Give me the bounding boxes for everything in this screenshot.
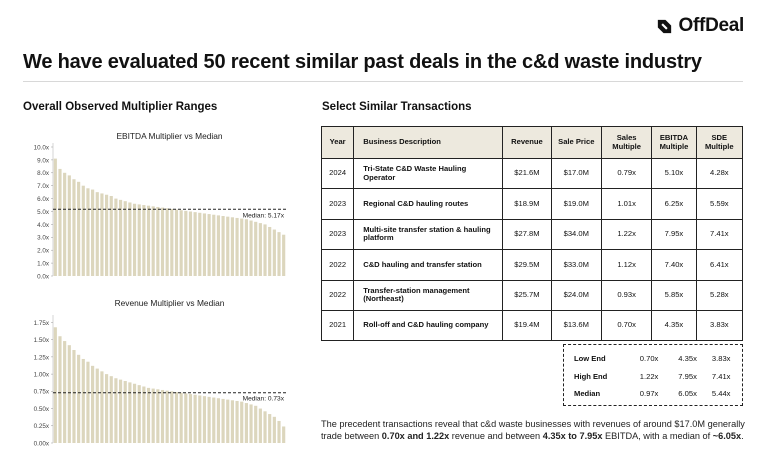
- bar: [277, 421, 280, 443]
- bar: [63, 341, 66, 443]
- bar: [96, 369, 99, 443]
- table-row: [322, 189, 743, 219]
- cell-year: 2022: [322, 250, 354, 280]
- bar: [58, 169, 61, 276]
- cell-sales-multiple: 1.22x: [601, 219, 651, 249]
- bar: [86, 362, 89, 443]
- summary-sde: 5.44x: [711, 389, 731, 399]
- cell-sale-price: $24.0M: [551, 280, 601, 310]
- y-tick-label: 10.0x: [33, 144, 49, 152]
- summary-sales: 0.70x: [639, 354, 659, 364]
- table-row: [322, 159, 743, 189]
- summary-label: Median: [574, 389, 601, 399]
- summary-row-high: [570, 368, 736, 386]
- y-tick-label: 1.75x: [33, 319, 49, 327]
- table-row: [322, 250, 743, 280]
- cell-ebitda-multiple: 5.85x: [652, 280, 696, 310]
- bar: [86, 188, 89, 276]
- bar: [217, 215, 220, 276]
- bar: [226, 400, 229, 443]
- bar: [240, 219, 243, 276]
- bar: [72, 350, 75, 443]
- bar: [58, 336, 61, 443]
- cell-revenue: $29.5M: [503, 250, 551, 280]
- summary-ebitda: 6.05x: [678, 389, 697, 399]
- cell-ebitda-multiple: 7.95x: [652, 219, 696, 249]
- median-label: Median: 5.17x: [242, 212, 284, 220]
- cell-sde-multiple: 7.41x: [696, 219, 742, 249]
- cell-sales-multiple: 1.12x: [601, 250, 651, 280]
- bar: [156, 207, 159, 276]
- bar: [147, 206, 150, 276]
- bar: [222, 216, 225, 276]
- bar: [100, 371, 103, 443]
- bar: [208, 397, 211, 443]
- brand-name: OffDeal: [678, 15, 744, 36]
- bar: [226, 217, 229, 276]
- bar: [110, 196, 113, 276]
- cell-year: 2023: [322, 189, 354, 219]
- cell-description: Multi-site transfer station & hauling platform: [354, 219, 503, 249]
- bar: [128, 382, 131, 443]
- y-tick-label: 3.0x: [37, 234, 49, 242]
- bar: [124, 201, 127, 276]
- bar: [175, 210, 178, 276]
- bar: [124, 381, 127, 443]
- col-header-revenue: Revenue: [503, 127, 551, 159]
- bar: [91, 366, 94, 443]
- table-row: [322, 219, 743, 249]
- y-tick-label: 6.0x: [37, 196, 49, 203]
- summary-label: Low End: [574, 354, 606, 364]
- bar: [189, 394, 192, 443]
- bar: [63, 173, 66, 276]
- table-header-row: [322, 127, 743, 159]
- bar: [68, 175, 71, 276]
- bar: [212, 398, 215, 443]
- bar: [268, 414, 271, 443]
- y-tick-label: 1.00x: [33, 371, 49, 379]
- bar: [72, 179, 75, 276]
- cell-sale-price: $13.6M: [551, 310, 601, 340]
- footnote-text-2: revenue and between: [449, 431, 543, 442]
- bar: [222, 399, 225, 443]
- cell-sale-price: $34.0M: [551, 219, 601, 249]
- median-label: Median: 0.73x: [242, 395, 284, 403]
- col-header-sales-multiple: Sales Multiple: [601, 127, 651, 159]
- bar: [254, 406, 257, 443]
- bar: [152, 389, 155, 443]
- bar: [277, 232, 280, 276]
- col-header-sde-multiple: SDE Multiple: [696, 127, 742, 159]
- left-section-title: Overall Observed Multiplier Ranges: [23, 101, 218, 113]
- cell-description: Transfer-station management (Northeast): [354, 280, 503, 310]
- footnote-ebitda-range: 4.35x to 7.95x: [542, 431, 603, 442]
- bar: [142, 205, 145, 276]
- cell-sde-multiple: 5.28x: [696, 280, 742, 310]
- bar: [105, 374, 108, 443]
- cell-year: 2021: [322, 310, 354, 340]
- bar: [54, 327, 57, 443]
- cell-revenue: $21.6M: [503, 159, 551, 189]
- bar: [259, 223, 262, 276]
- summary-row-low: [570, 350, 736, 368]
- bar: [114, 199, 117, 276]
- bar: [170, 391, 173, 443]
- bar: [263, 411, 266, 443]
- cell-sale-price: $33.0M: [551, 250, 601, 280]
- cell-description: Tri-State C&D Waste Hauling Operator: [354, 159, 503, 189]
- bar: [231, 400, 234, 443]
- header-divider: [23, 81, 743, 82]
- bar: [77, 355, 80, 443]
- transactions-table: [321, 126, 743, 341]
- cell-ebitda-multiple: 5.10x: [652, 159, 696, 189]
- col-header-year: Year: [322, 127, 354, 159]
- bar: [189, 212, 192, 277]
- bar: [138, 204, 141, 276]
- bar: [152, 206, 155, 276]
- bar: [175, 392, 178, 443]
- bar: [161, 390, 164, 443]
- chart-title: Revenue Multiplier vs Median: [114, 298, 225, 308]
- page-title: We have evaluated 50 recent similar past deals in the c&d waste industry: [23, 51, 702, 73]
- cell-ebitda-multiple: 7.40x: [652, 250, 696, 280]
- cell-revenue: $19.4M: [503, 310, 551, 340]
- y-tick-label: 0.00x: [33, 440, 49, 448]
- bar: [282, 235, 285, 276]
- bar: [105, 195, 108, 276]
- bar: [245, 219, 248, 276]
- summary-sde: 7.41x: [711, 371, 731, 381]
- bar: [138, 385, 141, 443]
- bar: [91, 190, 94, 276]
- bar: [96, 192, 99, 276]
- summary-sales: 0.97x: [639, 389, 659, 399]
- bar: [184, 211, 187, 276]
- bar: [235, 401, 238, 443]
- bar: [198, 213, 201, 276]
- bar: [142, 387, 145, 443]
- bar: [110, 376, 113, 443]
- summary-ebitda: 7.95x: [678, 371, 697, 381]
- bar: [128, 202, 131, 276]
- bar: [180, 210, 183, 276]
- summary-sde: 3.83x: [711, 354, 731, 364]
- cell-year: 2022: [322, 280, 354, 310]
- y-tick-label: 1.50x: [33, 337, 49, 345]
- y-tick-label: 1.0x: [37, 260, 49, 268]
- bar: [208, 214, 211, 276]
- summary-footnote: [321, 418, 761, 442]
- chart-title: EBITDA Multiplier vs Median: [116, 131, 223, 141]
- revenue-multiplier-chart: [0, 290, 305, 452]
- cell-year: 2023: [322, 219, 354, 249]
- bar: [254, 222, 257, 276]
- bar: [133, 204, 136, 276]
- bar: [119, 380, 122, 443]
- footnote-revenue-range: 0.70x and 1.22x: [381, 431, 450, 442]
- bar: [245, 403, 248, 443]
- cell-sde-multiple: 3.83x: [696, 310, 742, 340]
- bar: [194, 395, 197, 443]
- bar: [273, 417, 276, 443]
- bar: [249, 221, 252, 276]
- y-tick-label: 0.75x: [33, 388, 49, 396]
- bar: [259, 409, 262, 443]
- bar: [273, 230, 276, 276]
- summary-row-median: [570, 385, 736, 403]
- y-tick-label: 1.25x: [33, 354, 49, 362]
- bar: [77, 182, 80, 276]
- summary-sales: 1.22x: [639, 371, 659, 381]
- y-tick-label: 7.0x: [37, 183, 49, 191]
- col-header-sale-price: Sale Price: [551, 127, 601, 159]
- bar: [282, 426, 285, 443]
- bar: [54, 159, 57, 276]
- bar: [203, 396, 206, 443]
- cell-sales-multiple: 0.79x: [601, 159, 651, 189]
- brand-logo: [655, 15, 744, 37]
- bar: [203, 213, 206, 276]
- cell-revenue: $18.9M: [503, 189, 551, 219]
- bar: [156, 389, 159, 443]
- y-tick-label: 0.50x: [33, 405, 49, 413]
- summary-label: High End: [574, 371, 608, 381]
- bar: [100, 193, 103, 276]
- revenue-chart-svg: [0, 290, 305, 452]
- col-header-ebitda-multiple: EBITDA Multiple: [652, 127, 696, 159]
- bar: [119, 200, 122, 276]
- cell-description: Roll-off and C&D hauling company: [354, 310, 503, 340]
- bar: [268, 227, 271, 276]
- footnote-text-1: The precedent transactions reveal that c&d waste businesses with revenues of around $17.0M generally trade between: [321, 419, 745, 442]
- cell-sale-price: $17.0M: [551, 159, 601, 189]
- bar: [68, 345, 71, 443]
- y-tick-label: 2.0x: [37, 247, 49, 255]
- offdeal-logo-icon: [655, 17, 674, 36]
- cell-description: C&D hauling and transfer station: [354, 250, 503, 280]
- bar: [82, 359, 85, 443]
- bar: [82, 186, 85, 276]
- bar: [217, 398, 220, 443]
- cell-ebitda-multiple: 6.25x: [652, 189, 696, 219]
- bar: [147, 388, 150, 443]
- bar: [249, 404, 252, 443]
- cell-revenue: $25.7M: [503, 280, 551, 310]
- y-tick-label: 9.0x: [37, 157, 49, 165]
- summary-box: [563, 344, 743, 406]
- cell-sde-multiple: 4.28x: [696, 159, 742, 189]
- y-tick-label: 4.0x: [37, 221, 49, 229]
- table-row: [322, 280, 743, 310]
- bar: [161, 208, 164, 276]
- cell-revenue: $27.8M: [503, 219, 551, 249]
- bar: [231, 217, 234, 276]
- ebitda-multiplier-chart: [0, 125, 305, 285]
- table-row: [322, 310, 743, 340]
- cell-sale-price: $19.0M: [551, 189, 601, 219]
- cell-sales-multiple: 0.93x: [601, 280, 651, 310]
- y-tick-label: 0.0x: [37, 273, 49, 281]
- y-tick-label: 5.0x: [37, 208, 49, 216]
- bar: [194, 212, 197, 276]
- cell-sales-multiple: 1.01x: [601, 189, 651, 219]
- bar: [166, 208, 169, 276]
- y-tick-label: 0.25x: [33, 423, 49, 431]
- y-tick-label: 8.0x: [37, 170, 49, 178]
- footnote-text-3: EBITDA, with a median of: [602, 431, 713, 442]
- cell-sales-multiple: 0.70x: [601, 310, 651, 340]
- bar: [212, 215, 215, 276]
- bar: [184, 393, 187, 443]
- table-body: [322, 159, 743, 341]
- bar: [114, 378, 117, 443]
- cell-year: 2024: [322, 159, 354, 189]
- footnote-text-4: .: [741, 431, 744, 442]
- right-section-title: Select Similar Transactions: [322, 101, 472, 113]
- summary-ebitda: 4.35x: [678, 354, 697, 364]
- footnote-median: ~6.05x: [712, 431, 742, 442]
- bar: [180, 393, 183, 443]
- bar: [166, 391, 169, 443]
- bar: [170, 209, 173, 276]
- cell-description: Regional C&D hauling routes: [354, 189, 503, 219]
- cell-sde-multiple: 6.41x: [696, 250, 742, 280]
- ebitda-chart-svg: [0, 125, 305, 285]
- bar: [198, 395, 201, 443]
- bar: [263, 224, 266, 276]
- bar: [240, 402, 243, 443]
- cell-sde-multiple: 5.59x: [696, 189, 742, 219]
- cell-ebitda-multiple: 4.35x: [652, 310, 696, 340]
- col-header-description: Business Description: [354, 127, 503, 159]
- bar: [235, 218, 238, 276]
